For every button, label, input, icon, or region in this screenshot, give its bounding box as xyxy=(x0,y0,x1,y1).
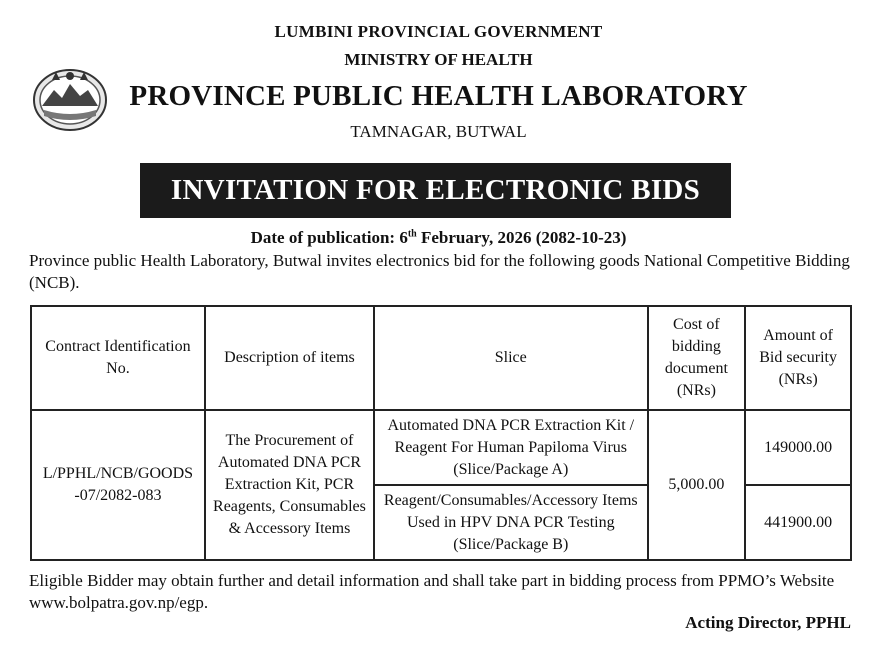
government-name: LUMBINI PROVINCIAL GOVERNMENT xyxy=(274,22,603,41)
cell-slice-a: Automated DNA PCR Extraction Kit / Reagent For Human Papiloma Virus (Slice/Package A) xyxy=(374,410,647,485)
laboratory-name: PROVINCE PUBLIC HEALTH LABORATORY xyxy=(129,80,748,112)
title-banner xyxy=(140,163,731,218)
signature: Acting Director, PPHL xyxy=(685,613,851,632)
header-contract-id: Contract Identification No. xyxy=(31,306,205,410)
intro-paragraph: Province public Health Laboratory, Butwal invites electronics bid for the following goods National Competitive Bidding (NCB). xyxy=(29,251,850,292)
publication-date-prefix: Date of publication: 6 xyxy=(250,228,408,247)
header-security: Amount of Bid security (NRs) xyxy=(745,306,851,410)
cell-security-b: 441900.00 xyxy=(745,485,851,560)
header-description: Description of items xyxy=(205,306,374,410)
footer-paragraph: Eligible Bidder may obtain further and detail information and shall take part in bidding process from PPMO’s Website www.bolpatra.gov.np/egp. xyxy=(29,571,835,612)
publication-date xyxy=(0,228,877,248)
table-row xyxy=(31,410,851,485)
publication-date-rest: February, 2026 (2082-10-23) xyxy=(416,228,627,247)
cell-security-a: 149000.00 xyxy=(745,410,851,485)
cell-cost: 5,000.00 xyxy=(648,410,746,560)
table-header-row xyxy=(31,306,851,410)
bids-table xyxy=(30,305,852,561)
header-slice: Slice xyxy=(374,306,647,410)
cell-contract-id: L/PPHL/NCB/GOODS -07/2082-083 xyxy=(31,410,205,560)
banner-title: INVITATION FOR ELECTRONIC BIDS xyxy=(170,174,701,206)
publication-date-suffix: th xyxy=(407,228,417,240)
ministry-name: MINISTRY OF HEALTH xyxy=(344,50,533,69)
cell-slice-b: Reagent/Consumables/Accessory Items Used in HPV DNA PCR Testing (Slice/Package B) xyxy=(374,485,647,560)
laboratory-address: TAMNAGAR, BUTWAL xyxy=(350,122,527,141)
header-cost: Cost of bidding document (NRs) xyxy=(648,306,746,410)
cell-description: The Procurement of Automated DNA PCR Extraction Kit, PCR Reagents, Consumables & Accessory Items xyxy=(205,410,374,560)
